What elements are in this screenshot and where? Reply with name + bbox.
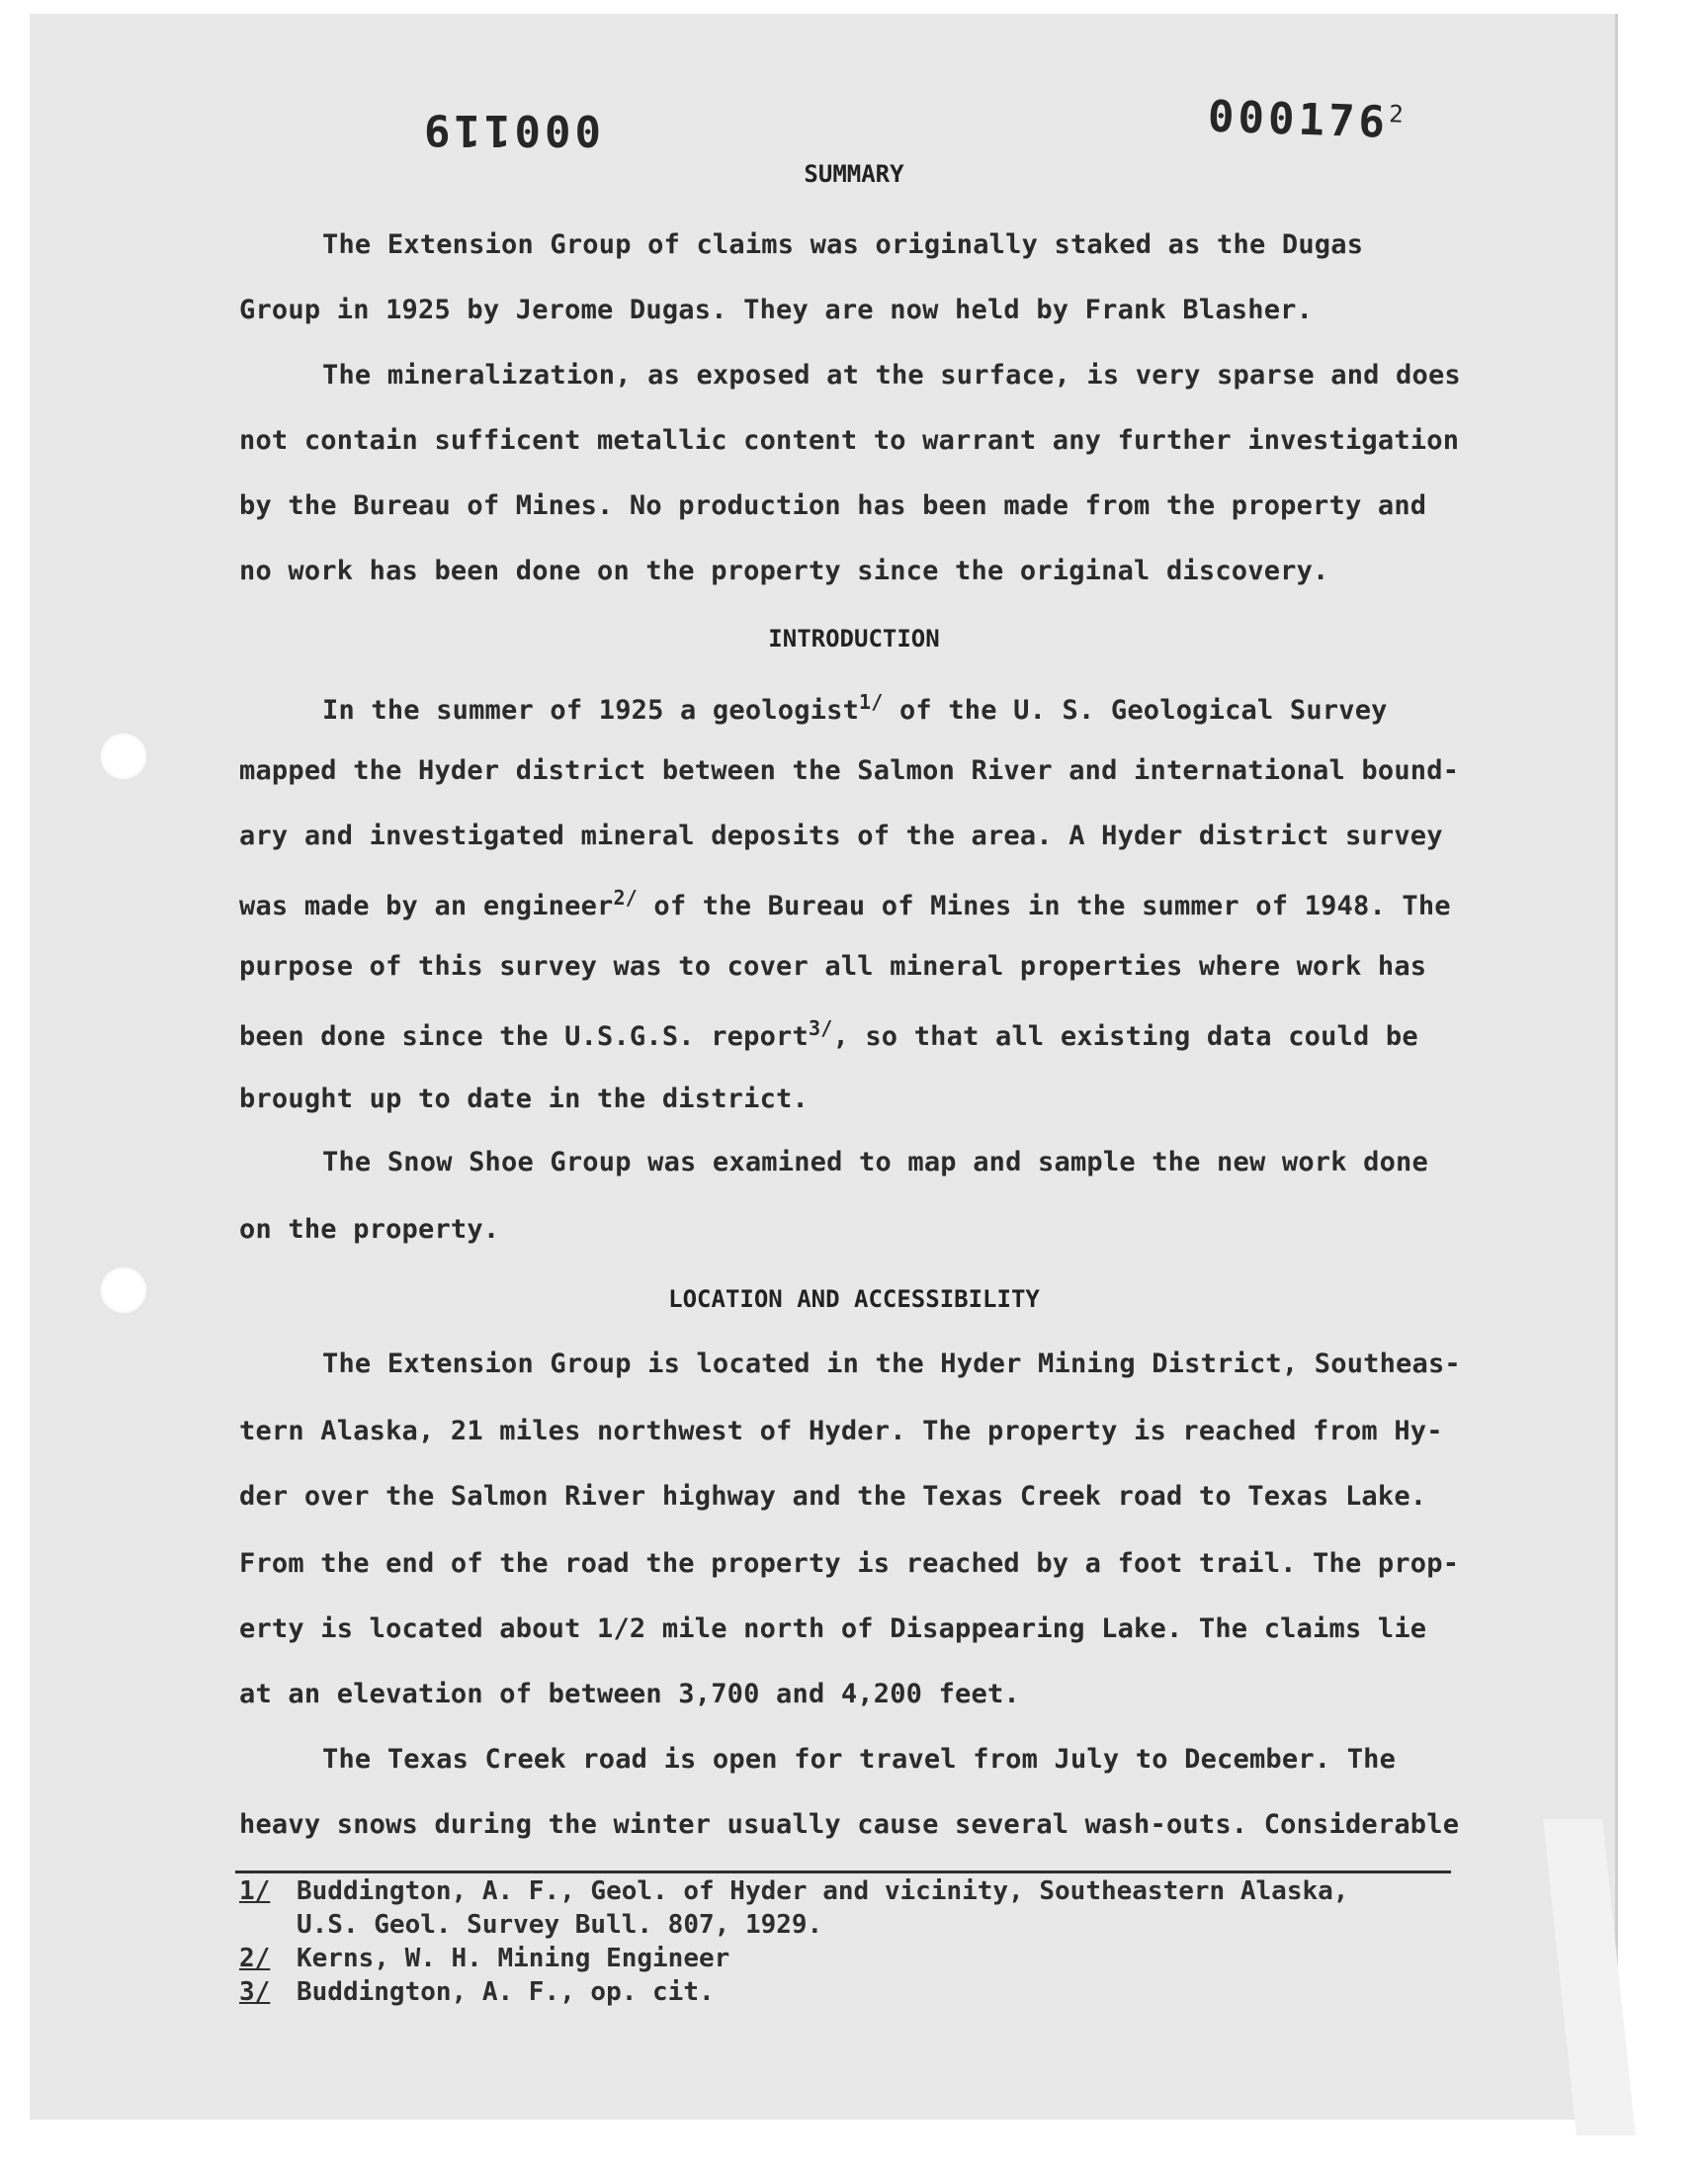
introduction-line: purpose of this survey was to cover all mineral properties where work has bbox=[239, 951, 1427, 982]
location-line: erty is located about 1/2 mile north of Disappearing Lake. The claims lie bbox=[239, 1613, 1427, 1644]
introduction-line: brought up to date in the district. bbox=[239, 1084, 809, 1114]
location-line: heavy snows during the winter usually cause several wash-outs. Considerable bbox=[239, 1809, 1460, 1840]
footnote-text: U.S. Geol. Survey Bull. 807, 1929. bbox=[297, 1910, 823, 1940]
footnote-number: 3/ bbox=[239, 1977, 271, 2007]
footnote-number: 1/ bbox=[239, 1876, 271, 1906]
footnote bbox=[239, 1977, 270, 2007]
document-page bbox=[30, 14, 1618, 2120]
location-line: at an elevation of between 3,700 and 4,200 feet. bbox=[239, 1679, 1020, 1709]
footnote-ref: 3/ bbox=[808, 1016, 833, 1040]
introduction-line: The Snow Shoe Group was examined to map and sample the new work done bbox=[322, 1147, 1428, 1177]
footnote-text: Kerns, W. H. Mining Engineer bbox=[297, 1944, 730, 1973]
summary-line: Group in 1925 by Jerome Dugas. They are now held by Frank Blasher. bbox=[239, 295, 1314, 325]
footnote-rule bbox=[235, 1870, 1451, 1873]
summary-line: no work has been done on the property since the original discovery. bbox=[239, 556, 1329, 586]
location-line: The Extension Group is located in the Hyder Mining District, Southeas- bbox=[322, 1348, 1461, 1379]
location-line: der over the Salmon River highway and the Texas Creek road to Texas Lake. bbox=[239, 1481, 1427, 1512]
footnote-ref: 2/ bbox=[613, 886, 638, 910]
summary-line: The mineralization, as exposed at the surface, is very sparse and does bbox=[322, 360, 1461, 391]
introduction-line: mapped the Hyder district between the Salmon River and international bound- bbox=[239, 755, 1460, 786]
location-heading: LOCATION AND ACCESSIBILITY bbox=[668, 1285, 1040, 1313]
text-run: of the Bureau of Mines in the summer of 1948. The bbox=[637, 891, 1451, 921]
page-stamp-right bbox=[1207, 92, 1408, 149]
text-run: In the summer of 1925 a geologist bbox=[322, 695, 860, 726]
summary-line: not contain sufficent metallic content to warrant any further investigation bbox=[239, 425, 1460, 456]
page-stamp-number: 000176 bbox=[1207, 91, 1390, 148]
footnote-text: Buddington, A. F., Geol. of Hyder and vicinity, Southeastern Alaska, bbox=[297, 1876, 1349, 1906]
introduction-line bbox=[322, 690, 1388, 726]
summary-line: by the Bureau of Mines. No production has been made from the property and bbox=[239, 490, 1427, 521]
introduction-line: ary and investigated mineral deposits of the area. A Hyder district survey bbox=[239, 821, 1443, 851]
summary-heading: SUMMARY bbox=[804, 160, 904, 188]
introduction-heading: INTRODUCTION bbox=[768, 625, 940, 652]
introduction-line bbox=[239, 886, 1451, 921]
footnote bbox=[239, 1876, 270, 1906]
text-run: was made by an engineer bbox=[239, 891, 614, 921]
footnote-number: 2/ bbox=[239, 1944, 271, 1973]
page-stamp-superscript: 2 bbox=[1388, 100, 1409, 129]
footnote-ref: 1/ bbox=[859, 690, 884, 714]
footnote bbox=[239, 1944, 270, 1973]
text-run: of the U. S. Geological Survey bbox=[883, 695, 1388, 726]
footnote-text: Buddington, A. F., op. cit. bbox=[297, 1977, 715, 2007]
punch-hole bbox=[99, 732, 148, 781]
introduction-line bbox=[239, 1016, 1418, 1052]
location-line: tern Alaska, 21 miles northwest of Hyder. The property is reached from Hy- bbox=[239, 1416, 1443, 1446]
text-run: , so that all existing data could be bbox=[832, 1021, 1418, 1052]
location-line: The Texas Creek road is open for travel from July to December. The bbox=[322, 1744, 1397, 1775]
text-run: been done since the U.S.G.S. report bbox=[239, 1021, 809, 1052]
location-line: From the end of the road the property is reached by a foot trail. The prop- bbox=[239, 1548, 1460, 1579]
summary-line: The Extension Group of claims was originally staked as the Dugas bbox=[322, 229, 1364, 260]
page-stamp-left: 000119 bbox=[420, 105, 601, 155]
introduction-line: on the property. bbox=[239, 1214, 500, 1245]
